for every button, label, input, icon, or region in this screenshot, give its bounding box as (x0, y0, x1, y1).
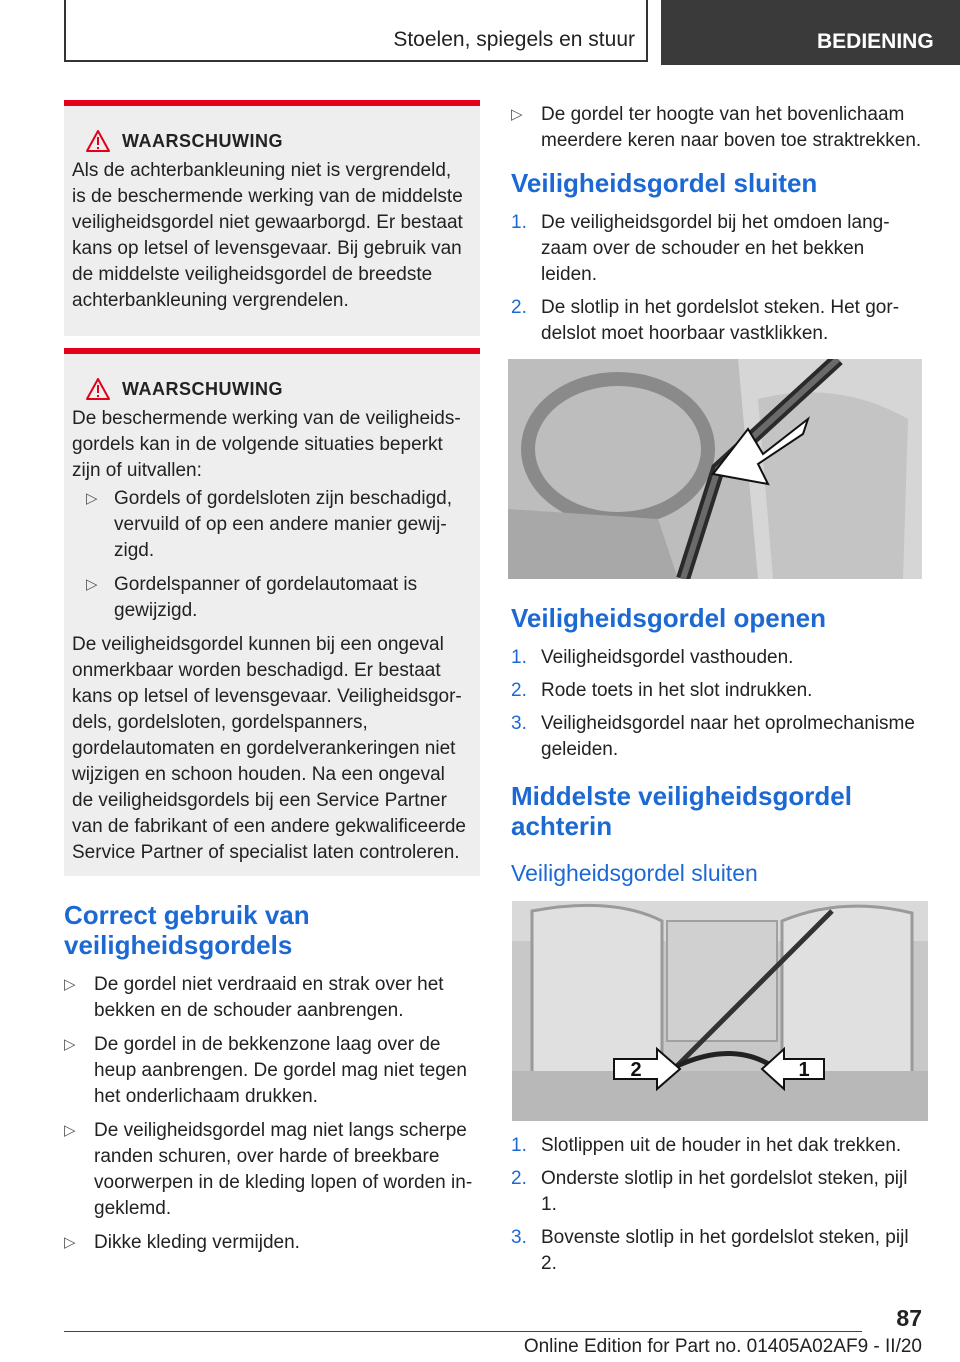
list-item: ▷ Gordelspanner of gordelautomaat is gewijzigd. (86, 574, 418, 621)
triangle-bullet-icon: ▷ (86, 576, 98, 593)
warning-bullets (72, 486, 468, 624)
list-item: 1. Slotlippen uit de houder in het dak trekken. (511, 1135, 902, 1156)
section-heading: Middelste veiligheidsgordel achterin (511, 781, 852, 841)
chapter-tab: BEDIENING (661, 0, 960, 65)
section-heading: Correct gebruik van veiligheidsgordels (64, 900, 310, 960)
list-item: 2. Rode toets in het slot indrukken. (511, 680, 813, 701)
section-heading: Veiligheidsgordel openen (511, 603, 826, 633)
warning-intro: De beschermende werking van de veiligheidsgordels kan in de volgende situaties beperkt zijn of uitvallen: (72, 408, 461, 481)
warning-title: WAARSCHUWING (122, 378, 283, 399)
list-item: ▷ De gordel ter hoogte van het bovenlichaam meerdere keren naar boven toe straktrekken. (511, 104, 922, 151)
list-item: ▷ Dikke kleding vermijden. (64, 1230, 480, 1256)
middle-close-steps (511, 1133, 925, 1277)
seatbelt-photo (508, 359, 922, 579)
warning-box-1 (64, 100, 480, 336)
triangle-bullet-icon: ▷ (64, 1122, 76, 1139)
left-column (64, 100, 480, 1264)
correct-use-list (64, 972, 480, 1256)
warning-triangle-icon (86, 130, 110, 152)
triangle-bullet-icon: ▷ (64, 976, 76, 993)
callout-1-label: 1 (798, 1059, 810, 1081)
list-item: 2. Onderste slotlip in het gordelslot steken, pijl 1. (511, 1168, 908, 1215)
list-item: ▷ Gordels of gordelsloten zijn beschadigd, vervuild of op een andere manier gewijzigd. (86, 488, 452, 561)
list-item: 3. Veiligheidsgordel naar het oprolmechanisme geleiden. (511, 713, 915, 760)
list-item: ▷ De gordel niet verdraaid en strak over het bekken en de schouder aanbrengen. (64, 974, 444, 1021)
section-title: Stoelen, spiegels en stuur (393, 28, 635, 51)
warning-box-2 (64, 348, 480, 876)
list-item: 1. De veiligheidsgordel bij het omdoen langzaam over de schouder en het bekken leiden. (511, 212, 890, 285)
footer-divider (64, 1331, 862, 1332)
triangle-bullet-icon: ▷ (86, 490, 98, 507)
warning-text: De veiligheidsgordel kunnen bij een ongeval onmerkbaar worden beschadigd. Er bestaat kans op letsel of levensgevaar. Veiligheidsgordels, gordelsloten, gordelspanners, gordelautomaten en gordelverankeringen niet wijzigen en schoon houden. Na een ongeval de veiligheidsgordels bij een Service Partner van de fabrikant of een andere gekwalificeerde Service Partner of specialist laten controleren. (72, 634, 466, 863)
callout-2-label: 2 (630, 1059, 642, 1081)
warning-triangle-icon (86, 378, 110, 400)
warning-title: WAARSCHUWING (122, 130, 283, 151)
list-item: 3. Bovenste slotlip in het gordelslot steken, pijl 2. (511, 1227, 909, 1274)
triangle-bullet-icon: ▷ (511, 106, 523, 123)
close-steps (511, 210, 925, 347)
section-heading: Veiligheidsgordel sluiten (511, 168, 818, 198)
triangle-bullet-icon: ▷ (64, 1234, 76, 1251)
page-number: 87 (896, 1305, 922, 1331)
tighten-list (511, 102, 925, 154)
middle-seatbelt-photo (512, 901, 928, 1121)
list-item: 2. De slotlip in het gordelslot steken. Het gordelslot moet hoorbaar vastklikken. (511, 297, 900, 344)
triangle-bullet-icon: ▷ (64, 1036, 76, 1053)
open-steps (511, 645, 925, 763)
list-item: ▷ De gordel in de bekkenzone laag over de heup aanbrengen. De gordel mag niet tegen het onderlichaam drukken. (64, 1034, 467, 1107)
edition-footer: Online Edition for Part no. 01405A02AF9 - II/20 (523, 1336, 922, 1357)
warning-text: Als de achterbankleuning niet is vergrendeld, is de beschermende werking van de middelste veiligheidsgordel niet gewaarborgd. Er bestaat kans op letsel of levensgevaar. Bij gebruik van de middelste veiligheidsgordel de breedste achterbankleuning vergrendelen. (72, 160, 463, 311)
right-column (511, 100, 925, 1284)
list-item: 1. Veiligheidsgordel vasthouden. (511, 647, 794, 668)
subsection-heading: Veiligheidsgordel sluiten (511, 860, 758, 886)
list-item: ▷ De veiligheidsgordel mag niet langs scherpe randen schuren, over harde of breekbare voorwerpen in de kleding lopen of worden ingeklemd. (64, 1120, 473, 1219)
